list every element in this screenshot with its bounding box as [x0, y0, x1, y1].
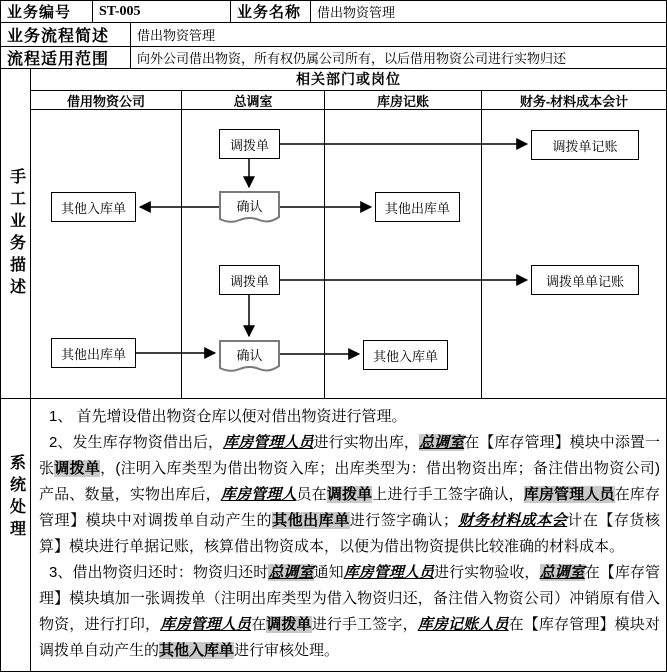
system-section-label: 系统处理	[7, 454, 25, 542]
text-segment: 1、 首先增设借出物资仓库以便对借出物资进行管理。	[49, 408, 407, 425]
system-process-text	[31, 399, 666, 671]
text-segment: 员在	[296, 486, 327, 503]
biz-no-label: 业务编号	[1, 1, 93, 22]
text-segment: 2、发生库存物资借出后，	[49, 434, 224, 451]
emphasized-term: 调拨单	[326, 486, 373, 503]
text-segment: 在库存管理】模块中对调拨单自动产生的	[39, 486, 660, 529]
system-paragraph-2	[39, 430, 660, 560]
emphasized-term: 总调室	[268, 564, 314, 581]
text-segment: 3、借出物资归还时：物资归还时	[49, 564, 269, 581]
column-divider	[324, 110, 325, 398]
column-header-3: 库房记账	[325, 91, 482, 109]
biz-name-value: 借出物资管理	[317, 5, 396, 20]
text-segment: 在【库存管理】模块对调拨单自动产生的	[39, 616, 660, 659]
text-segment: 在【库存管理】模块填加一张调拨单（注明出库类型为借入物资归还，备注借入物资公司）冲销原有借入物资，进行打印，	[39, 564, 660, 633]
text-segment: 进行手工签字，	[311, 616, 418, 633]
biz-no-value: ST-005	[93, 1, 231, 22]
text-segment: 在【库存管理】模块中添置一张	[39, 434, 660, 477]
manual-section-side-cell	[1, 69, 31, 398]
emphasized-term: 库房管理人员	[343, 564, 435, 581]
text-segment: 上进行手工签字确认，	[372, 486, 524, 503]
column-divider	[181, 110, 182, 398]
flowchart-canvas	[31, 110, 666, 398]
emphasized-term: 库房记账人员	[417, 616, 509, 633]
brief-value: 借出物资管理	[137, 28, 216, 43]
emphasized-term: 调拨单	[54, 460, 101, 477]
scope-label: 流程适用范围	[1, 47, 131, 68]
emphasized-term: 总调室	[418, 434, 465, 451]
flow-node-transfer-order-2: 调拨单	[219, 265, 280, 295]
flow-node-transfer-order-booking: 调拨单记账	[531, 130, 639, 160]
header-row-3	[1, 47, 666, 69]
flowchart-area	[31, 69, 666, 398]
emphasized-term: 其他入库单	[159, 642, 235, 659]
flowchart-column-headers	[31, 91, 666, 110]
flow-node-confirm-2	[219, 340, 280, 374]
text-segment: 通知	[313, 564, 344, 581]
text-segment: 进行签字确认；	[349, 512, 458, 529]
emphasized-term: 财务材料成本会	[457, 512, 568, 529]
flow-node-other-inbound-order-1: 其他入库单	[51, 192, 136, 222]
emphasized-term: 其他出库单	[272, 512, 350, 529]
emphasized-term: 调拨单	[266, 616, 312, 633]
text-segment: 进行实物出库，	[313, 434, 419, 451]
emphasized-term: 库房管理人员	[223, 434, 314, 451]
system-paragraph-3	[39, 560, 660, 664]
system-section-side-cell	[1, 399, 31, 671]
text-segment: 计在【存货核算】模块进行单据记账，核算借出物资成本，以便为借出物资提供比较准确的材料成本。	[39, 512, 660, 555]
flow-node-confirm-1	[219, 191, 280, 225]
flow-node-transfer-order-1: 调拨单	[219, 129, 280, 159]
biz-name-label: 业务名称	[231, 1, 311, 22]
column-header-2: 总调室	[182, 91, 325, 109]
flow-node-other-inbound-order-2: 其他入库单	[363, 340, 448, 370]
flowchart-title: 相关部门或岗位	[31, 69, 666, 91]
emphasized-term: 总调室	[539, 564, 585, 581]
text-segment: 进行实物验收，	[434, 564, 540, 581]
flow-node-transfer-order-order-booking: 调拨单单记账	[531, 265, 639, 295]
header-row-1	[1, 1, 666, 23]
flow-node-label: 确认	[236, 348, 263, 363]
emphasized-term: 库房管理人员	[523, 486, 615, 503]
brief-label: 业务流程简述	[1, 23, 131, 46]
system-process-section	[1, 399, 666, 671]
flow-node-other-outbound-order-2: 其他出库单	[51, 338, 136, 368]
column-header-1: 借用物资公司	[31, 91, 182, 109]
manual-process-section	[1, 69, 666, 399]
header-row-2	[1, 23, 666, 47]
emphasized-term: 库房管理人员	[160, 616, 252, 633]
system-paragraph-1	[39, 404, 660, 430]
manual-section-label: 手工业务描述	[7, 167, 25, 300]
flow-node-other-outbound-order-1: 其他出库单	[375, 192, 460, 222]
text-segment: 进行审核处理。	[234, 642, 340, 659]
column-header-4: 财务-材料成本会计	[519, 93, 629, 109]
flow-node-label: 确认	[236, 199, 263, 214]
column-divider	[481, 110, 482, 398]
text-segment: 在	[251, 616, 267, 633]
text-segment: ，(注明入库类型为借出物资入库；出库类型为：借出物资出库；备注借出物资公司) 产品、数量，实物出库后，	[39, 460, 660, 503]
emphasized-term: 库房管理人	[220, 486, 297, 503]
scope-value: 向外公司借出物资，所有权仍属公司所有，以后借用物资公司进行实物归还	[137, 51, 567, 66]
